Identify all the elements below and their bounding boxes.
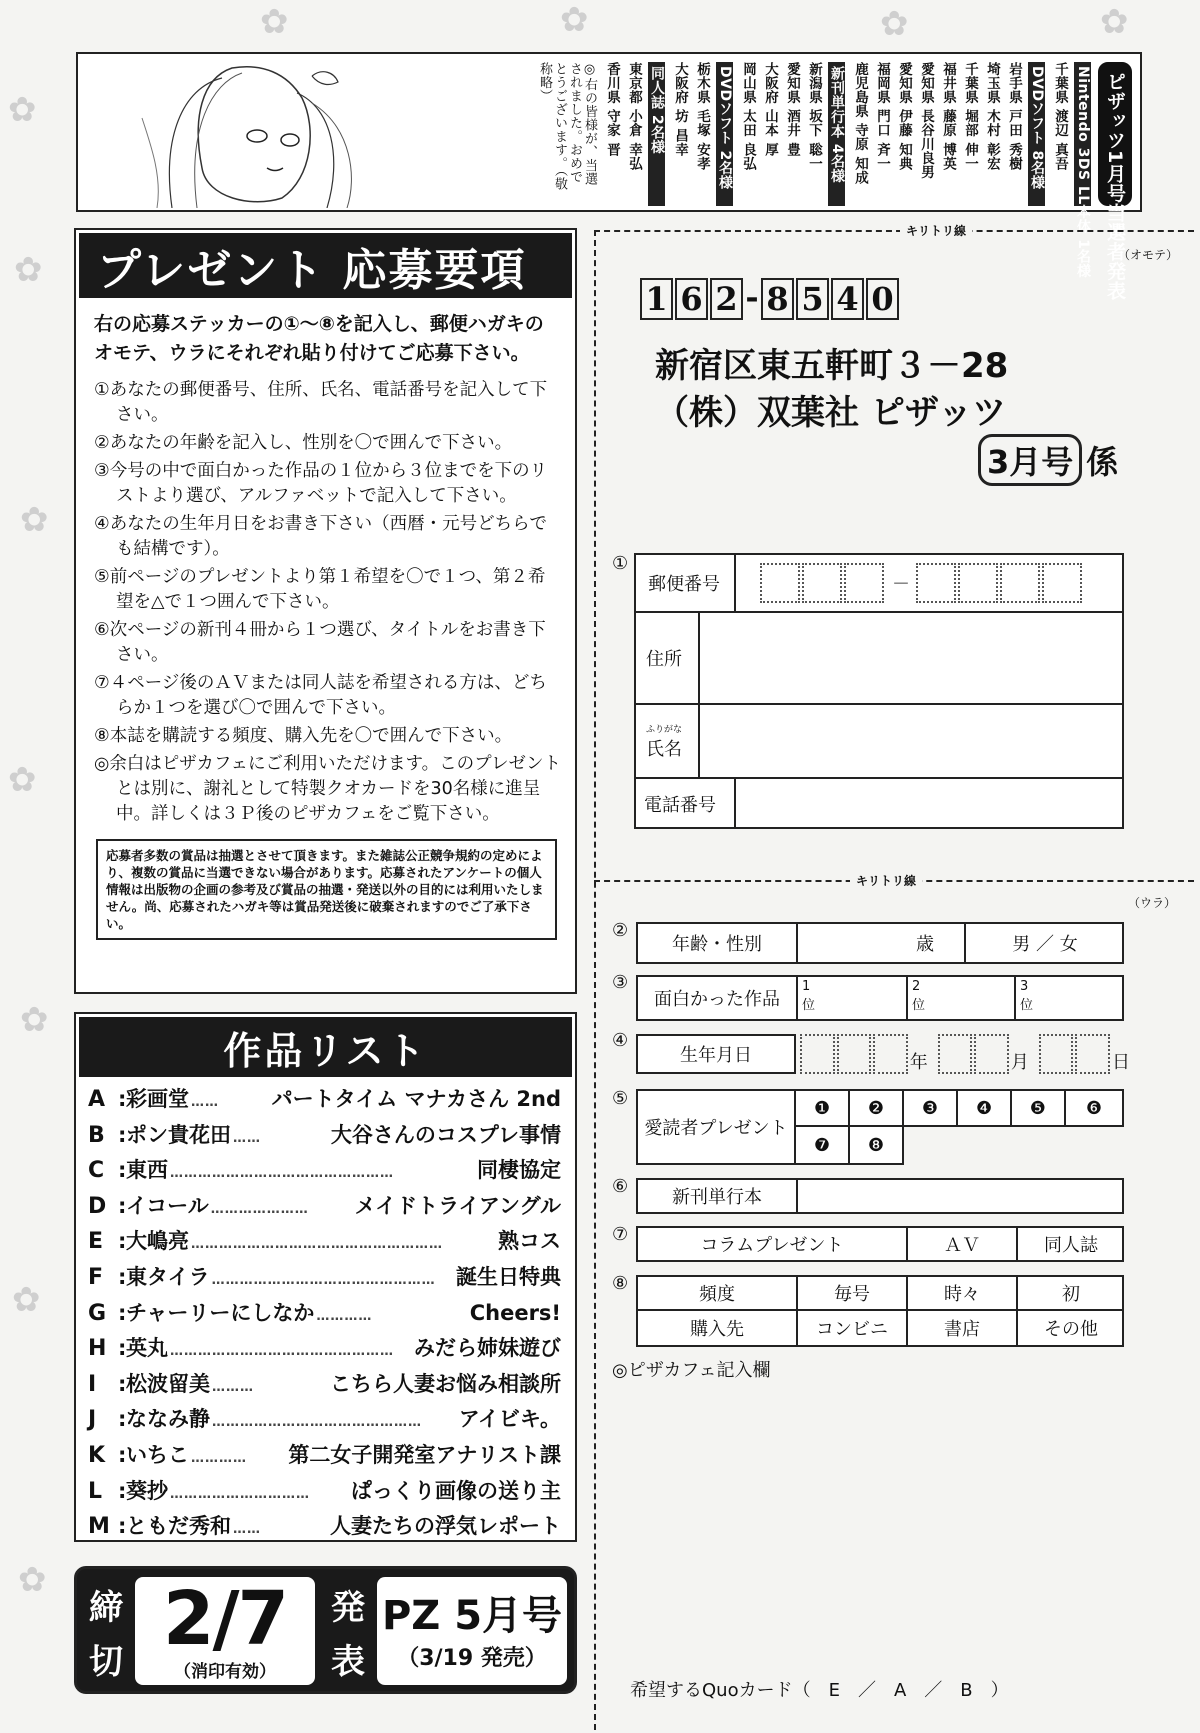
shop-option[interactable]: その他 (1044, 1319, 1098, 1340)
rule-item: ⑧本誌を購読する頻度、購入先を〇で囲んで下さい。 (94, 726, 513, 746)
deadline-date: 2/7 (162, 1575, 287, 1662)
present-option[interactable]: ❺ (1010, 1089, 1066, 1127)
winners-title: ピザッツ1月号当選者発表 (1098, 62, 1132, 206)
rule-item: ⑤前ページのプレゼントより第１希望を〇で１つ、第２希望を△で１つ囲んで下さい。 (94, 567, 546, 612)
cut-line-top (594, 230, 1194, 232)
announce-issue-note: （3/19 発売） (397, 1645, 547, 1671)
work-letter: E (88, 1229, 104, 1255)
address-input[interactable] (700, 613, 1124, 705)
shop-label: 購入先 (638, 1311, 798, 1345)
work-author: ともだ秀和 (126, 1514, 231, 1539)
frequency-option[interactable]: 毎号 (798, 1277, 908, 1311)
work-title: Cheers! (469, 1300, 561, 1325)
winner-entry: 千葉県 堀部 伸一 (962, 62, 978, 171)
vertical-cut-line (594, 230, 596, 1730)
work-author: 東西 (126, 1158, 168, 1183)
work-letter: L (88, 1478, 103, 1504)
rules-list (76, 374, 575, 827)
zip-digit: 2 (710, 278, 743, 320)
winners-note: ◎右の皆様が、当選されました。おめでとうございます。（敬称略） (537, 62, 597, 191)
work-dots: …… (191, 1095, 219, 1110)
winner-entry: 愛知県 長谷川良男 (918, 62, 934, 180)
work-dots: ……………………………………… (212, 1415, 422, 1431)
illustration-girl (82, 58, 372, 208)
rank1-input[interactable]: 1位 (798, 977, 908, 1019)
department-issue: 3月号 (978, 434, 1082, 486)
work-author: 東タイラ (126, 1264, 210, 1289)
list-item: I : 松波留美 ……… こちら人妻お悩み相談所 (88, 1368, 561, 1404)
postal-input[interactable]: － (736, 555, 1124, 613)
work-dots: ……………………………………………… (191, 1237, 443, 1253)
work-dots: …… (233, 1522, 261, 1538)
work-author: 葵抄 (126, 1478, 168, 1503)
work-author: チャーリーにしなか (126, 1300, 315, 1325)
back-label: （ウラ） (1128, 896, 1177, 910)
winner-entry: 栃木県 毛塚 安孝 (694, 62, 710, 171)
zip-digit: 0 (866, 278, 899, 320)
work-author: 松波留美 (126, 1371, 210, 1396)
present-option[interactable]: ❶ (794, 1089, 850, 1127)
work-title: みだら姉妹遊び (414, 1336, 561, 1361)
work-author: ポン貴花田 (126, 1122, 231, 1147)
work-author: 英丸 (126, 1336, 168, 1361)
list-item: F : 東タイラ ………………………………………… 誕生日特典 (88, 1261, 561, 1297)
new-book-form (636, 1178, 1124, 1214)
work-title: 誕生日特典 (456, 1264, 561, 1289)
rank3-input[interactable]: 3位 (1020, 979, 1034, 1013)
work-dots: …… (233, 1130, 261, 1146)
work-title: こちら人妻お悩み相談所 (330, 1371, 561, 1396)
frequency-option[interactable]: 初 (1018, 1277, 1124, 1311)
shop-option[interactable]: コンビニ (798, 1311, 908, 1345)
birthdate-input[interactable]: 年 月 日 (800, 1034, 1130, 1074)
work-title: 大谷さんのコスプレ事情 (330, 1122, 561, 1147)
work-title: ぱっくり画像の送り主 (351, 1478, 561, 1503)
work-letter: I (88, 1371, 97, 1397)
zip-digit: 1 (640, 278, 673, 320)
work-dots: ………………………………………… (211, 1272, 436, 1288)
zip-code (640, 278, 901, 320)
work-title: メイドトライアングル (354, 1193, 561, 1218)
form-num: ④ (612, 1030, 629, 1051)
list-item: L : 葵抄 ………………………… ぱっくり画像の送り主 (88, 1475, 561, 1511)
address-line-2: （株）双葉社 ピザッツ (655, 393, 1007, 433)
work-title: 同棲協定 (477, 1158, 561, 1183)
work-title: 熟コス (498, 1229, 561, 1254)
work-letter: G (88, 1300, 107, 1326)
zip-digit: 6 (675, 278, 708, 320)
winner-entry: 新潟県 坂下 聡一 (806, 62, 822, 171)
front-label: （オモテ） (1118, 248, 1179, 262)
favorite-works-label: 面白かった作品 (638, 977, 798, 1019)
list-item: B : ポン貴花田 …… 大谷さんのコスプレ事情 (88, 1119, 561, 1155)
work-title: 第二女子開発室アナリスト課 (288, 1442, 561, 1467)
rule-item: ①あなたの郵便番号、住所、氏名、電話番号を記入して下さい。 (94, 380, 548, 425)
work-dots: ………… (191, 1450, 247, 1466)
new-book-label: 新刊単行本 (638, 1180, 798, 1212)
winner-category: DVDソフト 8名様 (1028, 62, 1045, 206)
column-present-label: コラムプレゼント (638, 1228, 908, 1260)
deadline-date-box (135, 1577, 315, 1685)
rule-item: ◎余白はピザカフェにご利用いただけます。このプレゼントとは別に、謝礼として特製クオカードを30名様に進呈中。詳しくは３Ｐ後のピザカフェをご覧下さい。 (94, 754, 561, 824)
rules-title: プレゼント 応募要項 (79, 233, 572, 298)
phone-label: 電話番号 (636, 779, 736, 829)
work-letter: B (88, 1122, 105, 1148)
department-suffix: 係 (1086, 443, 1119, 481)
work-letter: A (88, 1087, 106, 1112)
winner-entry: 福井県 藤原 博英 (940, 62, 956, 171)
present-option[interactable]: ❼ (794, 1125, 850, 1165)
rule-item: ⑥次ページの新刊４冊から１つ選び、タイトルをお書き下さい。 (94, 620, 546, 665)
form-num: ⑤ (612, 1088, 629, 1109)
work-author: イコール (126, 1193, 209, 1218)
av-option[interactable]: ＡＶ (908, 1228, 1018, 1260)
quo-card-select[interactable]: 希望するQuoカード（ E ／ A ／ B ） (630, 1680, 1009, 1701)
birthdate-label-box (636, 1034, 796, 1074)
rank2-input[interactable]: 2位 (908, 977, 1016, 1019)
age-input[interactable]: 歳 (798, 924, 966, 962)
list-item: H : 英丸 ………………………………………… みだら姉妹遊び (88, 1332, 561, 1368)
winner-entry: 大阪府 坊 昌幸 (672, 62, 688, 157)
work-title: 人妻たちの浮気レポート (330, 1514, 561, 1539)
rule-item: ②あなたの年齢を記入し、性別を〇で囲んで下さい。 (94, 433, 513, 453)
rule-item: ④あなたの生年月日をお書き下さい（西暦・元号どちらでも結構です）。 (94, 514, 548, 559)
form-num: ⑧ (612, 1273, 629, 1294)
frequency-option[interactable]: 時々 (908, 1277, 1018, 1311)
address-label: 住所 (636, 613, 700, 705)
list-item: K : いちこ ………… 第二女子開発室アナリスト課 (88, 1439, 561, 1475)
winner-entry: 鹿児島県 寺原 知成 (852, 62, 868, 185)
present-option[interactable]: ❻ (1064, 1089, 1124, 1127)
name-input[interactable] (700, 705, 1124, 779)
work-author: 大嶋亮 (126, 1229, 189, 1254)
shop-option[interactable]: 書店 (908, 1311, 1018, 1345)
work-letter: D (88, 1193, 107, 1219)
winner-entry: 大阪府 山本 厚 (762, 62, 778, 157)
address-line-1: 新宿区東五軒町３－28 (655, 346, 1009, 386)
winner-entry: 愛知県 酒井 豊 (784, 62, 800, 157)
age-gender-form (636, 922, 1124, 964)
cut-line-label: キリトリ線 (900, 222, 972, 239)
form-num: ③ (612, 972, 629, 993)
works-list (76, 1077, 575, 1546)
present-option[interactable]: ❷ (848, 1089, 904, 1127)
work-letter: C (88, 1158, 105, 1184)
list-item: C : 東西 ………………………………………… 同棲協定 (88, 1154, 561, 1190)
zip-digit: 4 (831, 278, 864, 320)
deadline-banner (74, 1566, 577, 1694)
work-author: いちこ (126, 1442, 189, 1467)
present-option[interactable]: ❽ (848, 1125, 904, 1165)
age-gender-label: 年齢・性別 (638, 924, 798, 962)
form-num: ① (612, 553, 629, 574)
deadline-date-note: （消印有効） (174, 1661, 276, 1682)
winner-category: 新刊単行本 4名様 (828, 62, 845, 206)
favorite-works-form (636, 975, 1124, 1021)
rules-box (74, 228, 577, 994)
present-option[interactable]: ❹ (956, 1089, 1012, 1127)
work-dots: ……… (212, 1379, 254, 1395)
frequency-label: 頻度 (638, 1277, 798, 1311)
work-letter: H (88, 1336, 107, 1362)
rules-intro: 右の応募ステッカーの①〜⑧を記入し、郵便ハガキのオモテ、ウラにそれぞれ貼り付けてご応募下さい。 (94, 313, 544, 364)
winner-entry: 岩手県 戸田 秀樹 (1006, 62, 1022, 171)
gender-select[interactable]: 男 ／ 女 (1012, 934, 1078, 955)
announce-issue: PZ 5月号 (381, 1592, 563, 1639)
disclaimer: 応募者多数の賞品は抽選とさせて頂きます。また雑誌公正競争規約の定めにより、複数の賞品に当選できない場合があります。応募されたアンケートの個人情報は出版物の企画の参考及び賞品の抽選・発送以外の目的には利用いたしません。尚、応募されたハガキ等は賞品発送後に破棄されますのでご了承下さい。 (96, 839, 557, 940)
work-dots: ………………………………………… (170, 1166, 394, 1182)
works-title: 作品リスト (79, 1017, 572, 1077)
list-item: G : チャーリーにしなか ………… Cheers! (88, 1297, 561, 1333)
department (978, 434, 1118, 486)
winner-category: DVDソフト 2名様 (716, 62, 733, 206)
winner-entry: 埼玉県 木村 彰宏 (984, 62, 1000, 171)
present-option[interactable]: ❸ (902, 1089, 958, 1127)
present-form (636, 1089, 1124, 1165)
name-label: ふりがな 氏名 (636, 705, 700, 779)
winner-entry: 香川県 守家 晋 (604, 62, 620, 157)
work-dots: ………………… (210, 1201, 309, 1217)
winner-category: 同人誌 2名様 (648, 62, 665, 206)
postal-label: 郵便番号 (636, 555, 736, 613)
work-title: パートタイム マナカさん 2nd (271, 1087, 561, 1111)
birthdate-label: 生年月日 (680, 1045, 752, 1066)
present-label: 愛読者プレゼント (636, 1089, 796, 1165)
cut-line-label: キリトリ線 (850, 872, 922, 889)
form-num: ⑥ (612, 1176, 629, 1197)
form-num: ② (612, 920, 629, 941)
contact-form (634, 553, 1124, 829)
work-dots: ………… (316, 1308, 373, 1324)
work-letter: K (88, 1442, 106, 1468)
list-item: E : 大嶋亮 ……………………………………………… 熟コス (88, 1225, 561, 1261)
doujin-option[interactable]: 同人誌 (1044, 1235, 1098, 1256)
purchase-form (636, 1275, 1124, 1347)
rule-item: ③今号の中で面白かった作品の１位から３位までを下のリストより選び、アルファベットで記入して下さい。 (94, 461, 548, 506)
new-book-input[interactable] (798, 1180, 1124, 1212)
column-present-form (636, 1226, 1124, 1262)
winner-entry: 千葉県 渡辺 真吾 (1052, 62, 1068, 171)
announce-issue-box (377, 1577, 567, 1685)
work-author: 彩画堂 (126, 1087, 189, 1111)
winner-entry: 東京都 小倉 幸弘 (626, 62, 642, 171)
phone-input[interactable] (736, 779, 1124, 829)
list-item: D : イコール ………………… メイドトライアングル (88, 1190, 561, 1226)
winner-entry: 福岡県 門口 斉一 (874, 62, 890, 171)
work-dots: ………………………………………… (170, 1344, 394, 1360)
pizza-cafe-label: ◎ピザカフェ記入欄 (612, 1360, 771, 1381)
list-item: M : ともだ秀和 …… 人妻たちの浮気レポート (88, 1510, 561, 1546)
zip-digit: 5 (796, 278, 829, 320)
works-box (74, 1012, 577, 1542)
work-letter: J (88, 1407, 97, 1433)
work-dots: ………………………… (170, 1486, 310, 1502)
winner-entry: 愛知県 伊藤 知典 (896, 62, 912, 171)
winner-entry: 岡山県 太田 良弘 (740, 62, 756, 171)
winner-category: Nintendo 3DS LL本体 1名様 (1074, 62, 1091, 206)
list-item: J : ななみ静 ……………………………………… アイビキ。 (88, 1403, 561, 1439)
announce-label: 発 表 (331, 1587, 365, 1682)
work-author: ななみ静 (126, 1407, 210, 1432)
work-title: アイビキ。 (458, 1407, 561, 1432)
work-letter: F (88, 1264, 104, 1290)
zip-digit: 8 (761, 278, 794, 320)
deadline-label: 締 切 (89, 1587, 123, 1682)
zip-hyphen: - (745, 278, 759, 316)
rule-item: ⑦４ページ後のＡＶまたは同人誌を希望される方は、どちらか１つを選び〇で囲んで下さい。 (94, 673, 547, 718)
work-letter: M (88, 1514, 110, 1540)
form-num: ⑦ (612, 1224, 629, 1245)
list-item: A : 彩画堂 …… パートタイム マナカさん 2nd (88, 1083, 561, 1119)
